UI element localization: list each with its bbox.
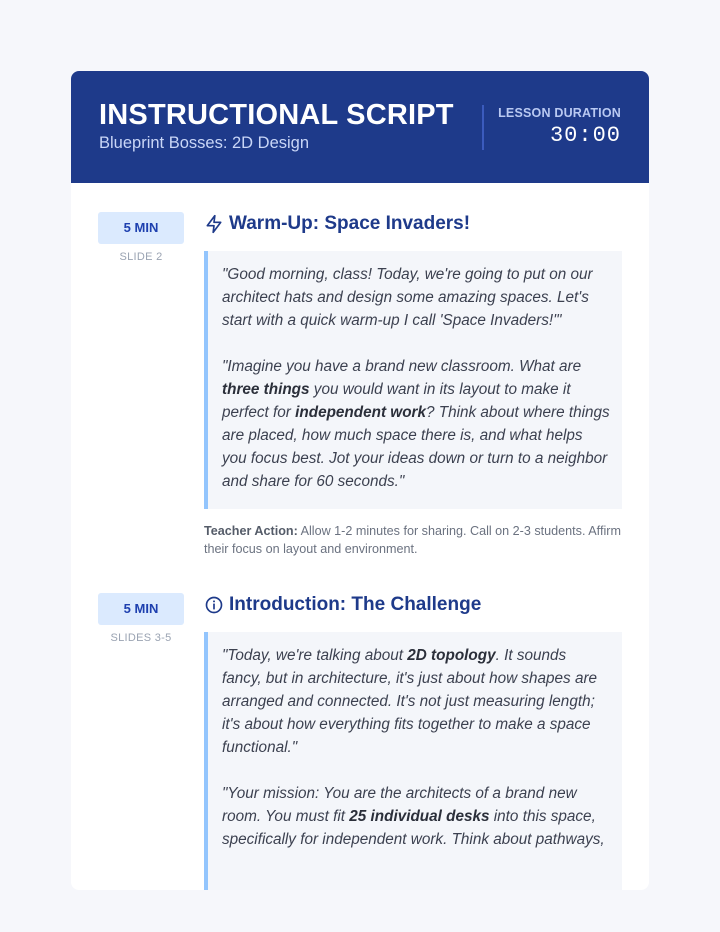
duration-value: 30:00 [549, 123, 621, 148]
time-badge: 5 MIN [98, 593, 184, 625]
info-circle-icon [204, 595, 224, 615]
page-title: INSTRUCTIONAL SCRIPT [99, 99, 454, 131]
header-divider [482, 105, 484, 150]
lightning-icon [204, 214, 224, 234]
header [71, 71, 649, 183]
duration-label: LESSON DURATION [498, 106, 621, 120]
lesson-subtitle: Blueprint Bosses: 2D Design [99, 134, 310, 152]
script-paragraph: "Your mission: You are the architects of a brand new room. You must fit 25 individual desks into this space, specifically for independent work. Think about pathways, [222, 785, 605, 848]
section-title: Introduction: The Challenge [229, 594, 482, 615]
script-card [71, 71, 649, 890]
script-paragraph: "Good morning, class! Today, we're going to put on our architect hats and design some amazing spaces. Let's start with a quick warm-up I call 'Space Invaders!'" [222, 266, 593, 329]
teacher-action-note: Teacher Action: Allow 1-2 minutes for sharing. Call on 2-3 students. Affirm their focus on layout and environment. [204, 524, 621, 556]
section-title: Warm-Up: Space Invaders! [229, 213, 471, 234]
script-paragraph: "Imagine you have a brand new classroom. What are three things you would want in its layout to make it perfect for independent work? Think about where things are placed, how much space there is, and what helps you focus best. Jot your ideas down or turn to a neighbor and share for 60 seconds." [222, 358, 610, 490]
script-box [204, 251, 622, 509]
script-paragraph: "Today, we're talking about 2D topology. It sounds fancy, but in architecture, it's just about how shapes are arranged and connected. It's not just measuring length; it's about how everything fits together to make a space functional." [222, 647, 598, 756]
time-badge: 5 MIN [98, 212, 184, 244]
script-box [204, 632, 622, 890]
slide-label: SLIDE 2 [119, 251, 163, 263]
slide-label: SLIDES 3-5 [110, 632, 172, 644]
